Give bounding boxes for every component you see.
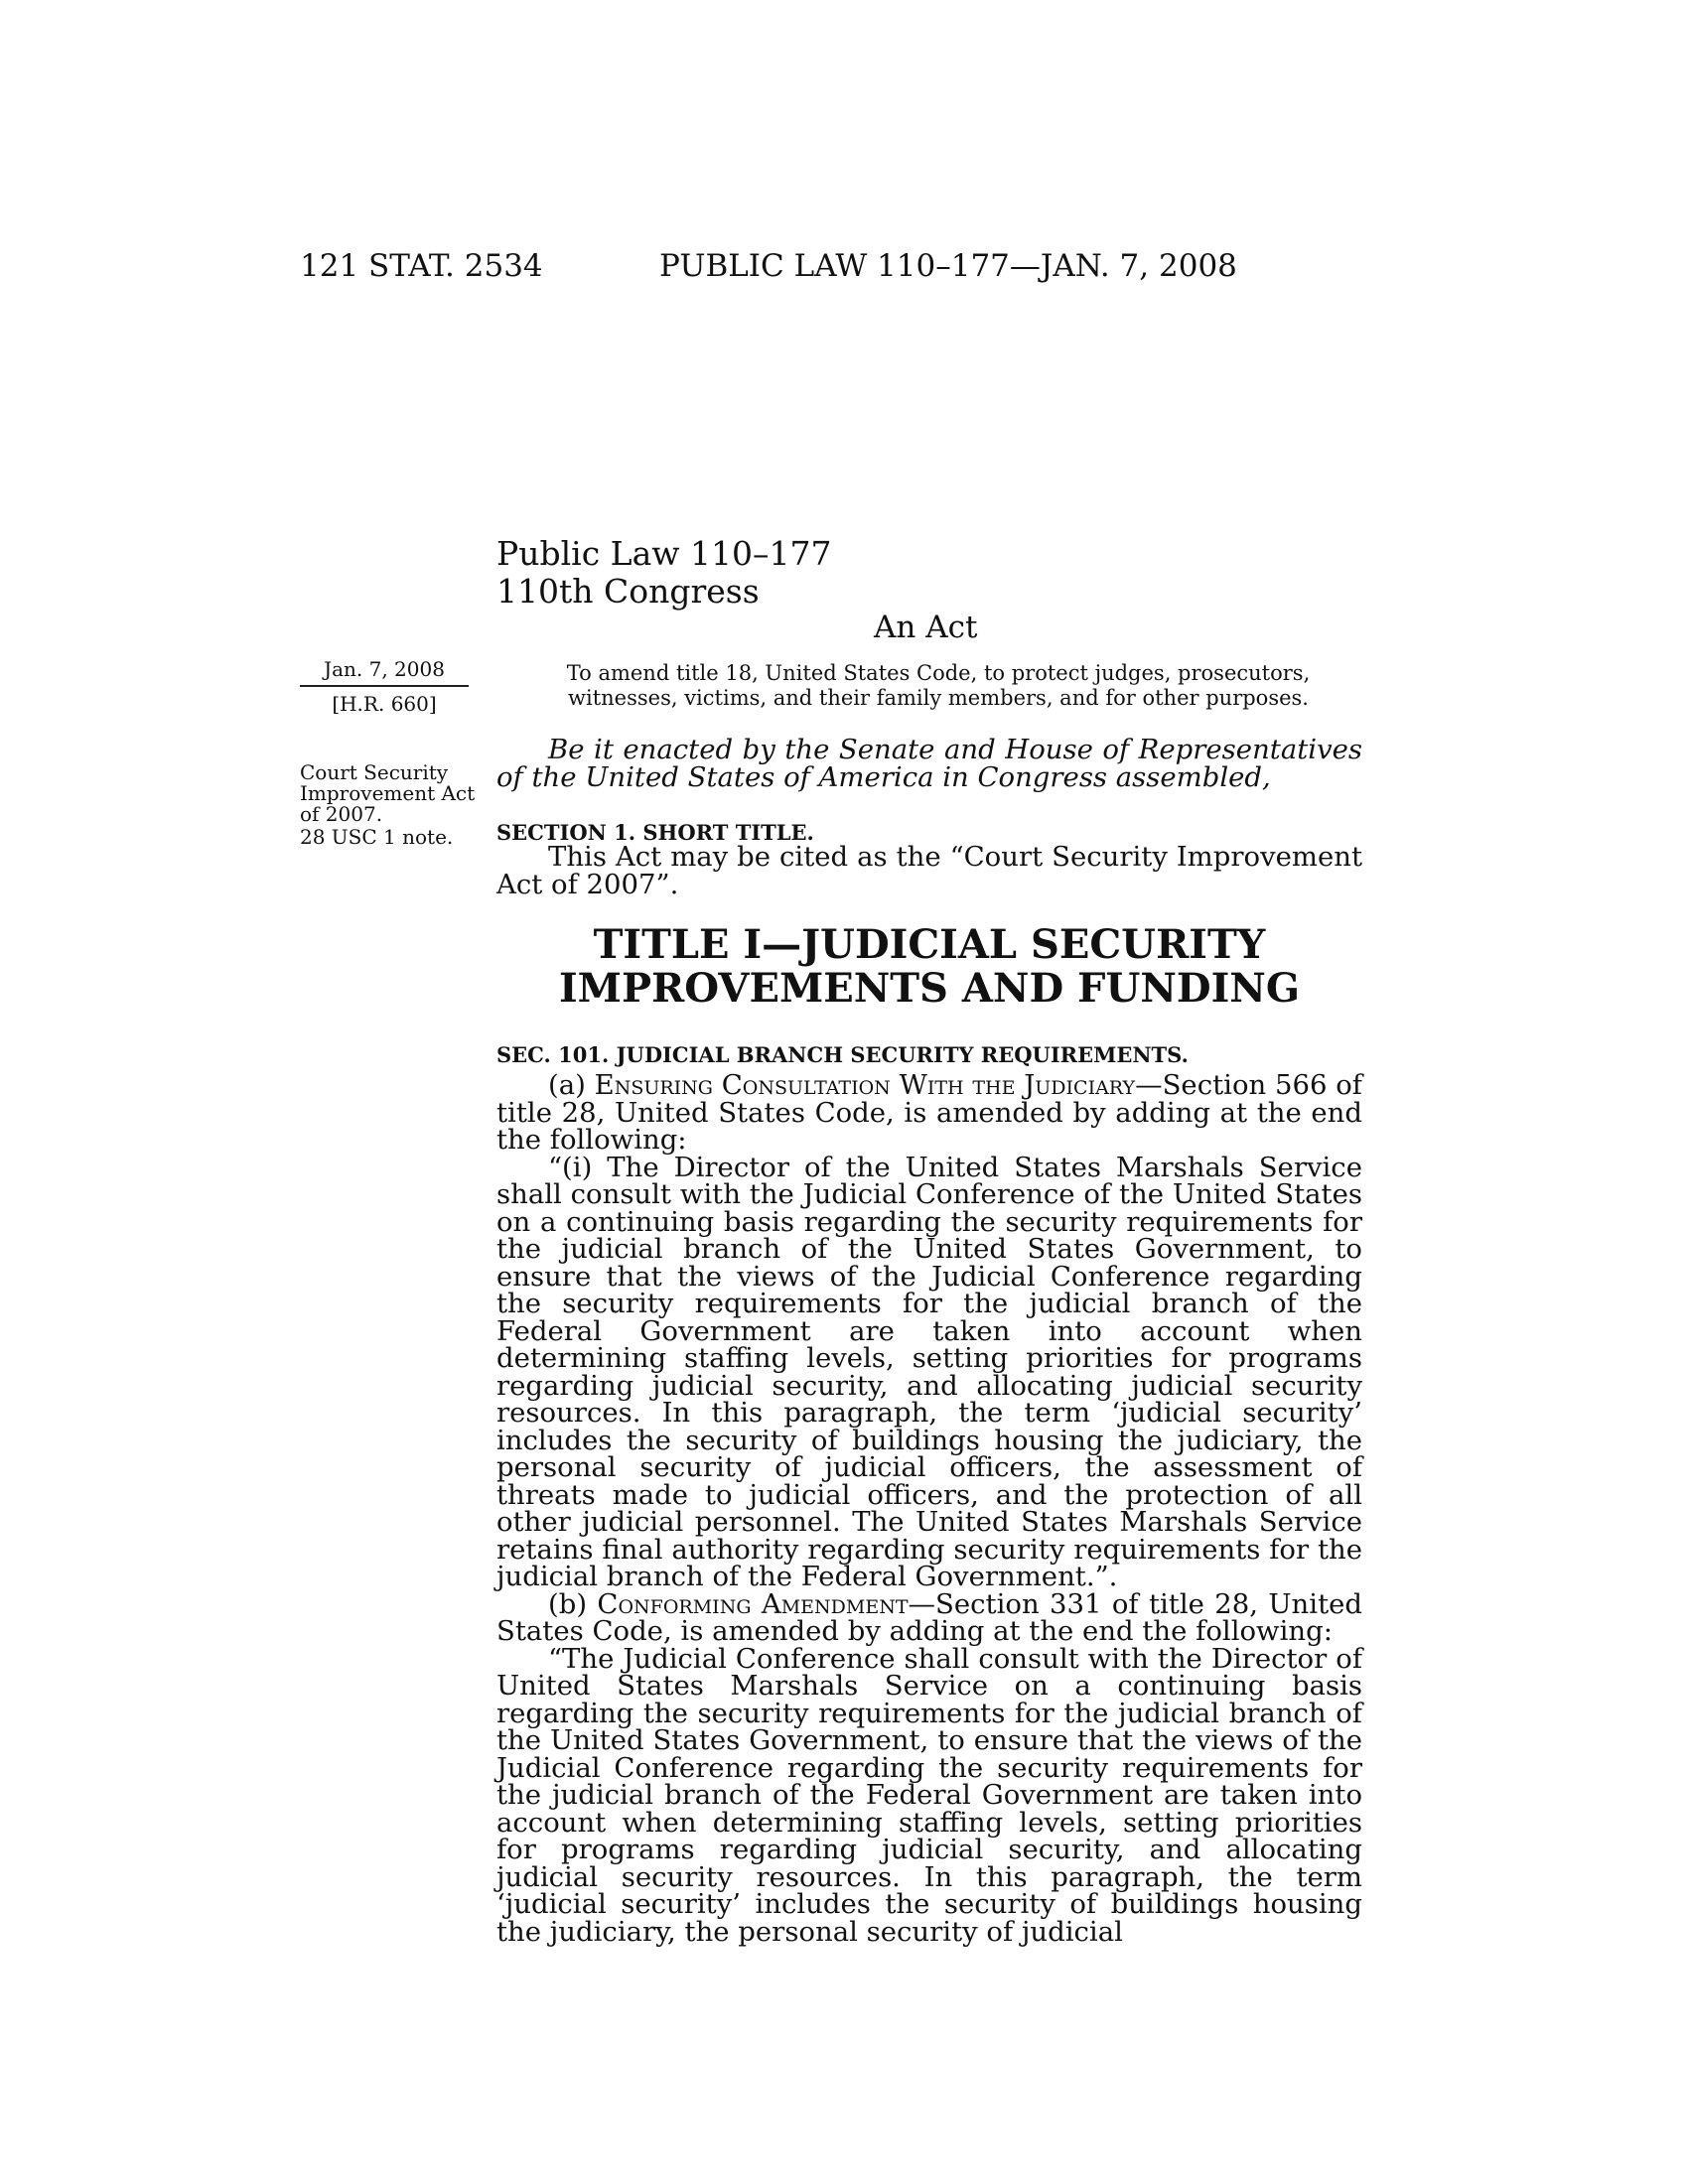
- subsection-b-quote: “The Judicial Conference shall consult with the Director of United States Marshals Service on a continuing basis regarding the security requirements for the judicial branch of the United States Government, to ensure that the views of the Judicial Conference regarding the security requirements for the judicial branch of the Federal Government are taken into account when determining staffing levels, setting priorities for programs regarding judicial security, and allocating judicial security resources. In this paragraph, the term ‘judicial security’ includes the security of buildings housing the judiciary, the personal security of judicial: [496, 1642, 1362, 1948]
- subsection-a-label: (a): [548, 1069, 595, 1101]
- stat-page-number: 121 STAT. 2534: [300, 248, 543, 284]
- margin-bill-note: [H.R. 660]: [332, 692, 437, 716]
- title-1-heading: TITLE I—JUDICIAL SECURITY IMPROVEMENTS AND FUNDING: [558, 921, 1301, 1012]
- public-law-number: Public Law 110–177: [496, 534, 832, 573]
- enacting-clause: Be it enacted by the Senate and House of Representatives of the United States of America in Congress assembled,: [496, 734, 1362, 793]
- subsection-a-caption: Ensuring Consultation With the Judiciary: [594, 1069, 1136, 1101]
- section-101-body: [496, 1069, 1362, 1948]
- subsection-b-text: —Section 331 of title 28, United States Code, is amended by adding at the end the following:: [496, 1587, 1362, 1647]
- margin-divider: [300, 685, 469, 687]
- subsection-a-text: —Section 566 of title 28, United States Code, is amended by adding at the end the following:: [496, 1069, 1362, 1156]
- running-title: PUBLIC LAW 110–177—JAN. 7, 2008: [659, 248, 1237, 284]
- subsection-a-quote: “(i) The Director of the United States Marshals Service shall consult with the Judicial Conference of the United States on a continuing basis regarding the security requirements for the judicial branch of the United States Government, to ensure that the views of the Judicial Conference regarding the security requirements for the judicial branch of the Federal Government are taken into account when determining staffing levels, setting priorities for programs regarding judicial security, and allocating judicial security resources. In this paragraph, the term ‘judicial security’ includes the security of buildings housing the judiciary, the personal security of judicial officers, the assessment of threats made to judicial officers, and the protection of all other judicial personnel. The United States Marshals Service retains final authority regarding security requirements for the judicial branch of the Federal Government.”.: [496, 1151, 1362, 1592]
- subsection-b-caption: Conforming Amendment: [597, 1587, 909, 1620]
- act-label: An Act: [874, 610, 978, 645]
- margin-usc-note: 28 USC 1 note.: [300, 825, 454, 849]
- section-1-text: This Act may be cited as the “Court Security Improvement Act of 2007”.: [496, 841, 1362, 900]
- section-101-heading: SEC. 101. JUDICIAL BRANCH SECURITY REQUIREMENTS.: [496, 1042, 1189, 1067]
- subsection-b: [496, 1587, 1362, 1647]
- act-purpose: To amend title 18, United States Code, to protect judges, prosecutors, witnesses, victims, and their family members, and for other purposes.: [566, 661, 1311, 710]
- congress-label: 110th Congress: [496, 572, 760, 611]
- subsection-b-label: (b): [548, 1587, 598, 1620]
- margin-date-note: Jan. 7, 2008: [324, 657, 445, 681]
- subsection-a: [496, 1069, 1362, 1156]
- section-1-heading: SECTION 1. SHORT TITLE.: [496, 820, 814, 845]
- margin-short-title-note: Court Security Improvement Act of 2007.: [300, 760, 476, 826]
